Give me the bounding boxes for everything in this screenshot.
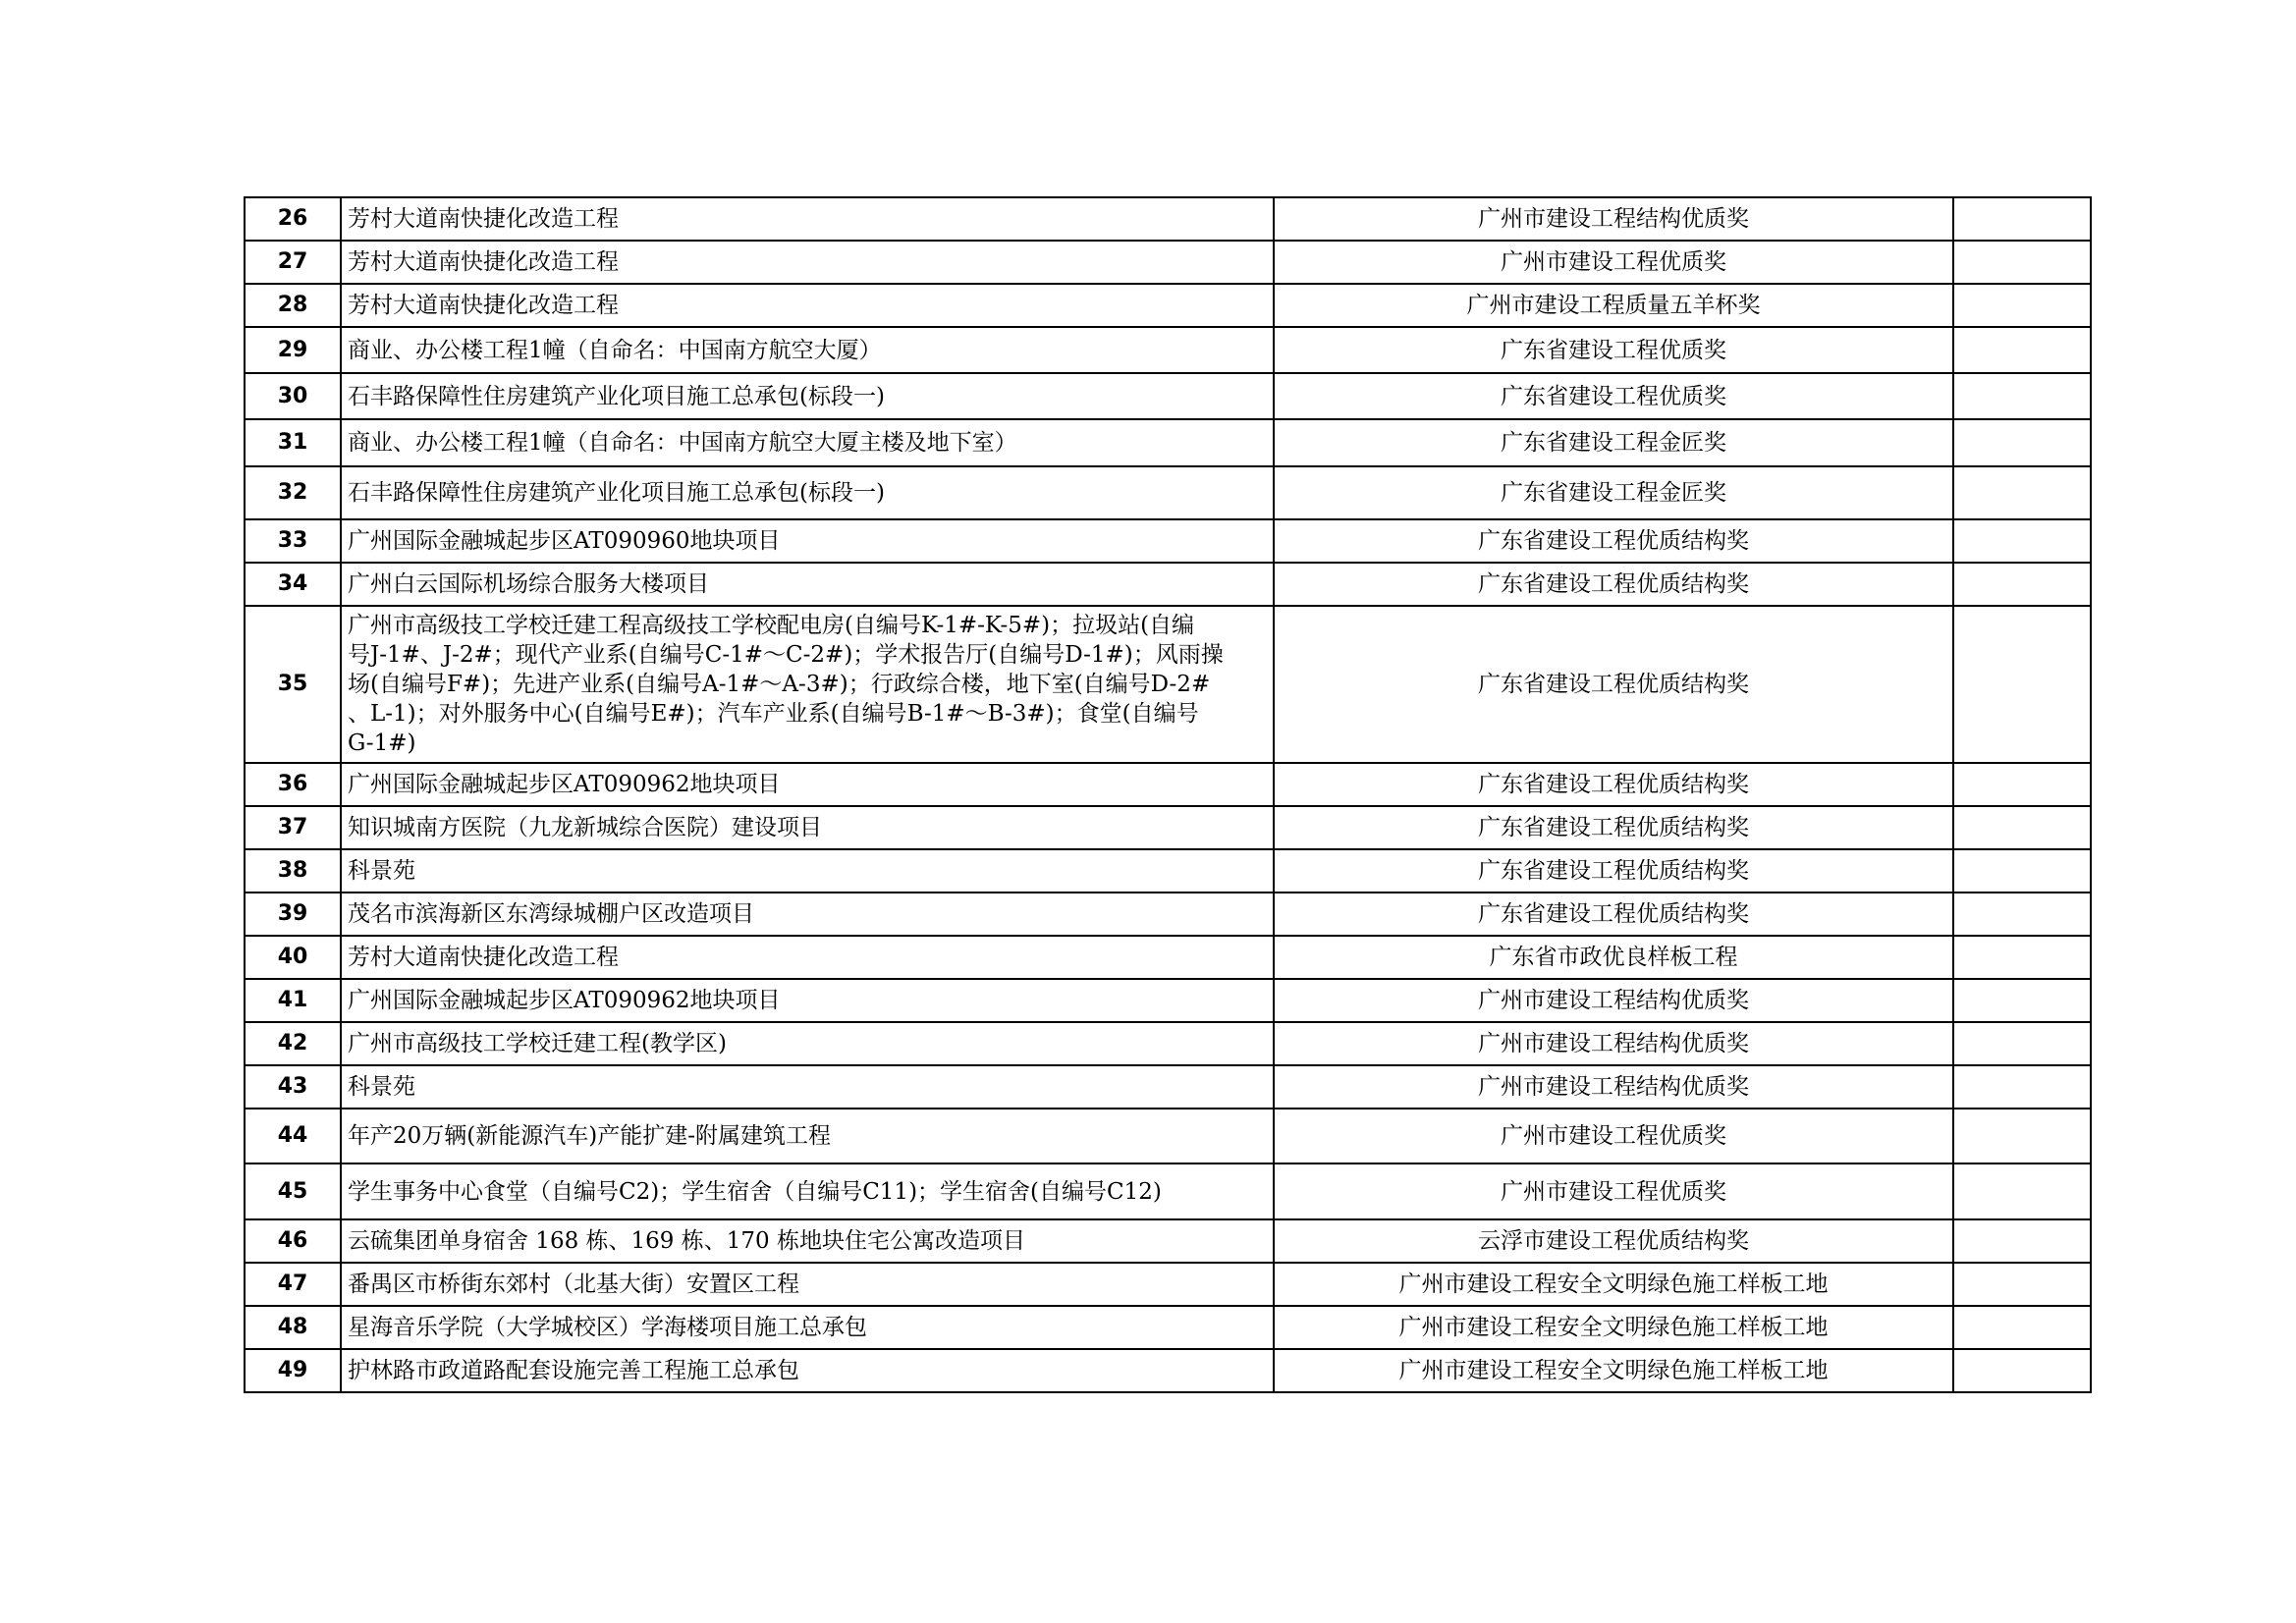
award-name: 广州市建设工程安全文明绿色施工样板工地: [1274, 1263, 1953, 1306]
project-name: 石丰路保障性住房建筑产业化项目施工总承包(标段一): [341, 466, 1274, 519]
table-row: [245, 373, 2091, 419]
award-name: 广州市建设工程优质奖: [1274, 1109, 1953, 1163]
table-row: [245, 763, 2091, 806]
row-number: 32: [245, 466, 341, 519]
project-name: 广州白云国际机场综合服务大楼项目: [341, 563, 1274, 606]
row-number: 37: [245, 806, 341, 849]
row-number: 40: [245, 936, 341, 979]
award-name: 广东省建设工程优质结构奖: [1274, 606, 1953, 763]
row-number: 39: [245, 893, 341, 936]
project-name: 年产20万辆(新能源汽车)产能扩建-附属建筑工程: [341, 1109, 1274, 1163]
project-name: 商业、办公楼工程1幢（自命名：中国南方航空大厦主楼及地下室）: [341, 419, 1274, 466]
remark: [1953, 373, 2091, 419]
table-row: [245, 806, 2091, 849]
project-name: 芳村大道南快捷化改造工程: [341, 284, 1274, 327]
award-name: 广东省市政优良样板工程: [1274, 936, 1953, 979]
award-name: 广东省建设工程金匠奖: [1274, 419, 1953, 466]
row-number: 45: [245, 1163, 341, 1219]
project-name: 科景苑: [341, 1065, 1274, 1109]
award-name: 广东省建设工程优质结构奖: [1274, 519, 1953, 563]
remark: [1953, 806, 2091, 849]
remark: [1953, 763, 2091, 806]
table-row: [245, 849, 2091, 893]
remark: [1953, 563, 2091, 606]
remark: [1953, 1163, 2091, 1219]
award-name: 广州市建设工程优质奖: [1274, 1163, 1953, 1219]
project-name: 番禺区市桥街东郊村（北基大街）安置区工程: [341, 1263, 1274, 1306]
table-row: [245, 1219, 2091, 1263]
award-name: 广州市建设工程安全文明绿色施工样板工地: [1274, 1349, 1953, 1392]
row-number: 46: [245, 1219, 341, 1263]
remark: [1953, 1065, 2091, 1109]
row-number: 36: [245, 763, 341, 806]
row-number: 35: [245, 606, 341, 763]
award-name: 广州市建设工程优质奖: [1274, 241, 1953, 284]
award-name: 广州市建设工程结构优质奖: [1274, 979, 1953, 1022]
table-row: [245, 1022, 2091, 1065]
remark: [1953, 849, 2091, 893]
table-row: [245, 197, 2091, 241]
table-row: [245, 466, 2091, 519]
table-row: [245, 979, 2091, 1022]
remark: [1953, 1022, 2091, 1065]
remark: [1953, 1109, 2091, 1163]
remark: [1953, 606, 2091, 763]
project-name: 广州国际金融城起步区AT090960地块项目: [341, 519, 1274, 563]
table-row: [245, 284, 2091, 327]
award-name: 广东省建设工程金匠奖: [1274, 466, 1953, 519]
table-row: [245, 893, 2091, 936]
table-row: [245, 1065, 2091, 1109]
table-row: [245, 1109, 2091, 1163]
project-name: 知识城南方医院（九龙新城综合医院）建设项目: [341, 806, 1274, 849]
project-name: 广州市高级技工学校迁建工程(教学区): [341, 1022, 1274, 1065]
remark: [1953, 241, 2091, 284]
award-name: 云浮市建设工程优质结构奖: [1274, 1219, 1953, 1263]
award-name: 广东省建设工程优质结构奖: [1274, 849, 1953, 893]
award-name: 广东省建设工程优质奖: [1274, 327, 1953, 373]
project-name: 商业、办公楼工程1幢（自命名：中国南方航空大厦）: [341, 327, 1274, 373]
table-row: [245, 241, 2091, 284]
project-name: 云硫集团单身宿舍 168 栋、169 栋、170 栋地块住宅公寓改造项目: [341, 1219, 1274, 1263]
table-row: [245, 519, 2091, 563]
remark: [1953, 197, 2091, 241]
row-number: 28: [245, 284, 341, 327]
row-number: 43: [245, 1065, 341, 1109]
row-number: 31: [245, 419, 341, 466]
remark: [1953, 1306, 2091, 1349]
project-name: 护林路市政道路配套设施完善工程施工总承包: [341, 1349, 1274, 1392]
project-name: 科景苑: [341, 849, 1274, 893]
remark: [1953, 519, 2091, 563]
remark: [1953, 1349, 2091, 1392]
award-name: 广东省建设工程优质结构奖: [1274, 763, 1953, 806]
row-number: 49: [245, 1349, 341, 1392]
award-name: 广州市建设工程结构优质奖: [1274, 197, 1953, 241]
project-name: 芳村大道南快捷化改造工程: [341, 241, 1274, 284]
project-name: 芳村大道南快捷化改造工程: [341, 936, 1274, 979]
award-name: 广州市建设工程结构优质奖: [1274, 1065, 1953, 1109]
table-row: [245, 1349, 2091, 1392]
award-name: 广州市建设工程质量五羊杯奖: [1274, 284, 1953, 327]
table-row: [245, 936, 2091, 979]
award-name: 广东省建设工程优质结构奖: [1274, 806, 1953, 849]
award-name: 广州市建设工程结构优质奖: [1274, 1022, 1953, 1065]
remark: [1953, 284, 2091, 327]
row-number: 44: [245, 1109, 341, 1163]
award-name: 广东省建设工程优质结构奖: [1274, 563, 1953, 606]
table-row: [245, 606, 2091, 763]
project-name: 石丰路保障性住房建筑产业化项目施工总承包(标段一): [341, 373, 1274, 419]
table-row: [245, 419, 2091, 466]
row-number: 34: [245, 563, 341, 606]
table-row: [245, 1263, 2091, 1306]
remark: [1953, 936, 2091, 979]
table-row: [245, 563, 2091, 606]
project-name: 芳村大道南快捷化改造工程: [341, 197, 1274, 241]
row-number: 48: [245, 1306, 341, 1349]
remark: [1953, 893, 2091, 936]
row-number: 42: [245, 1022, 341, 1065]
remark: [1953, 1263, 2091, 1306]
row-number: 41: [245, 979, 341, 1022]
table-row: [245, 1163, 2091, 1219]
award-name: 广东省建设工程优质结构奖: [1274, 893, 1953, 936]
row-number: 27: [245, 241, 341, 284]
table-row: [245, 327, 2091, 373]
row-number: 26: [245, 197, 341, 241]
project-name: 茂名市滨海新区东湾绿城棚户区改造项目: [341, 893, 1274, 936]
project-name: 广州国际金融城起步区AT090962地块项目: [341, 979, 1274, 1022]
award-table-body: [245, 197, 2091, 1392]
project-name: 广州国际金融城起步区AT090962地块项目: [341, 763, 1274, 806]
table-row: [245, 1306, 2091, 1349]
remark: [1953, 327, 2091, 373]
row-number: 47: [245, 1263, 341, 1306]
award-name: 广东省建设工程优质奖: [1274, 373, 1953, 419]
row-number: 33: [245, 519, 341, 563]
row-number: 30: [245, 373, 341, 419]
remark: [1953, 466, 2091, 519]
award-name: 广州市建设工程安全文明绿色施工样板工地: [1274, 1306, 1953, 1349]
award-table: [244, 196, 2092, 1393]
remark: [1953, 1219, 2091, 1263]
remark: [1953, 979, 2091, 1022]
row-number: 29: [245, 327, 341, 373]
remark: [1953, 419, 2091, 466]
row-number: 38: [245, 849, 341, 893]
project-name: 广州市高级技工学校迁建工程高级技工学校配电房(自编号K-1#-K-5#)；拉圾站(自编 号J-1#、J-2#；现代产业系(自编号C-1#～C-2#)；学术报告厅(自编号D-1#)；风雨操 场(自编号F#)；先进产业系(自编号A-1#～A-3#)；行政综合楼，地下室(自编号D-2# 、L-1)；对外服务中心(自编号E#)；汽车产业系(自编号B-1#～B-3#)；食堂(自编号 G-1#): [341, 606, 1274, 763]
project-name: 学生事务中心食堂（自编号C2)；学生宿舍（自编号C11)；学生宿舍(自编号C12): [341, 1163, 1274, 1219]
project-name: 星海音乐学院（大学城校区）学海楼项目施工总承包: [341, 1306, 1274, 1349]
